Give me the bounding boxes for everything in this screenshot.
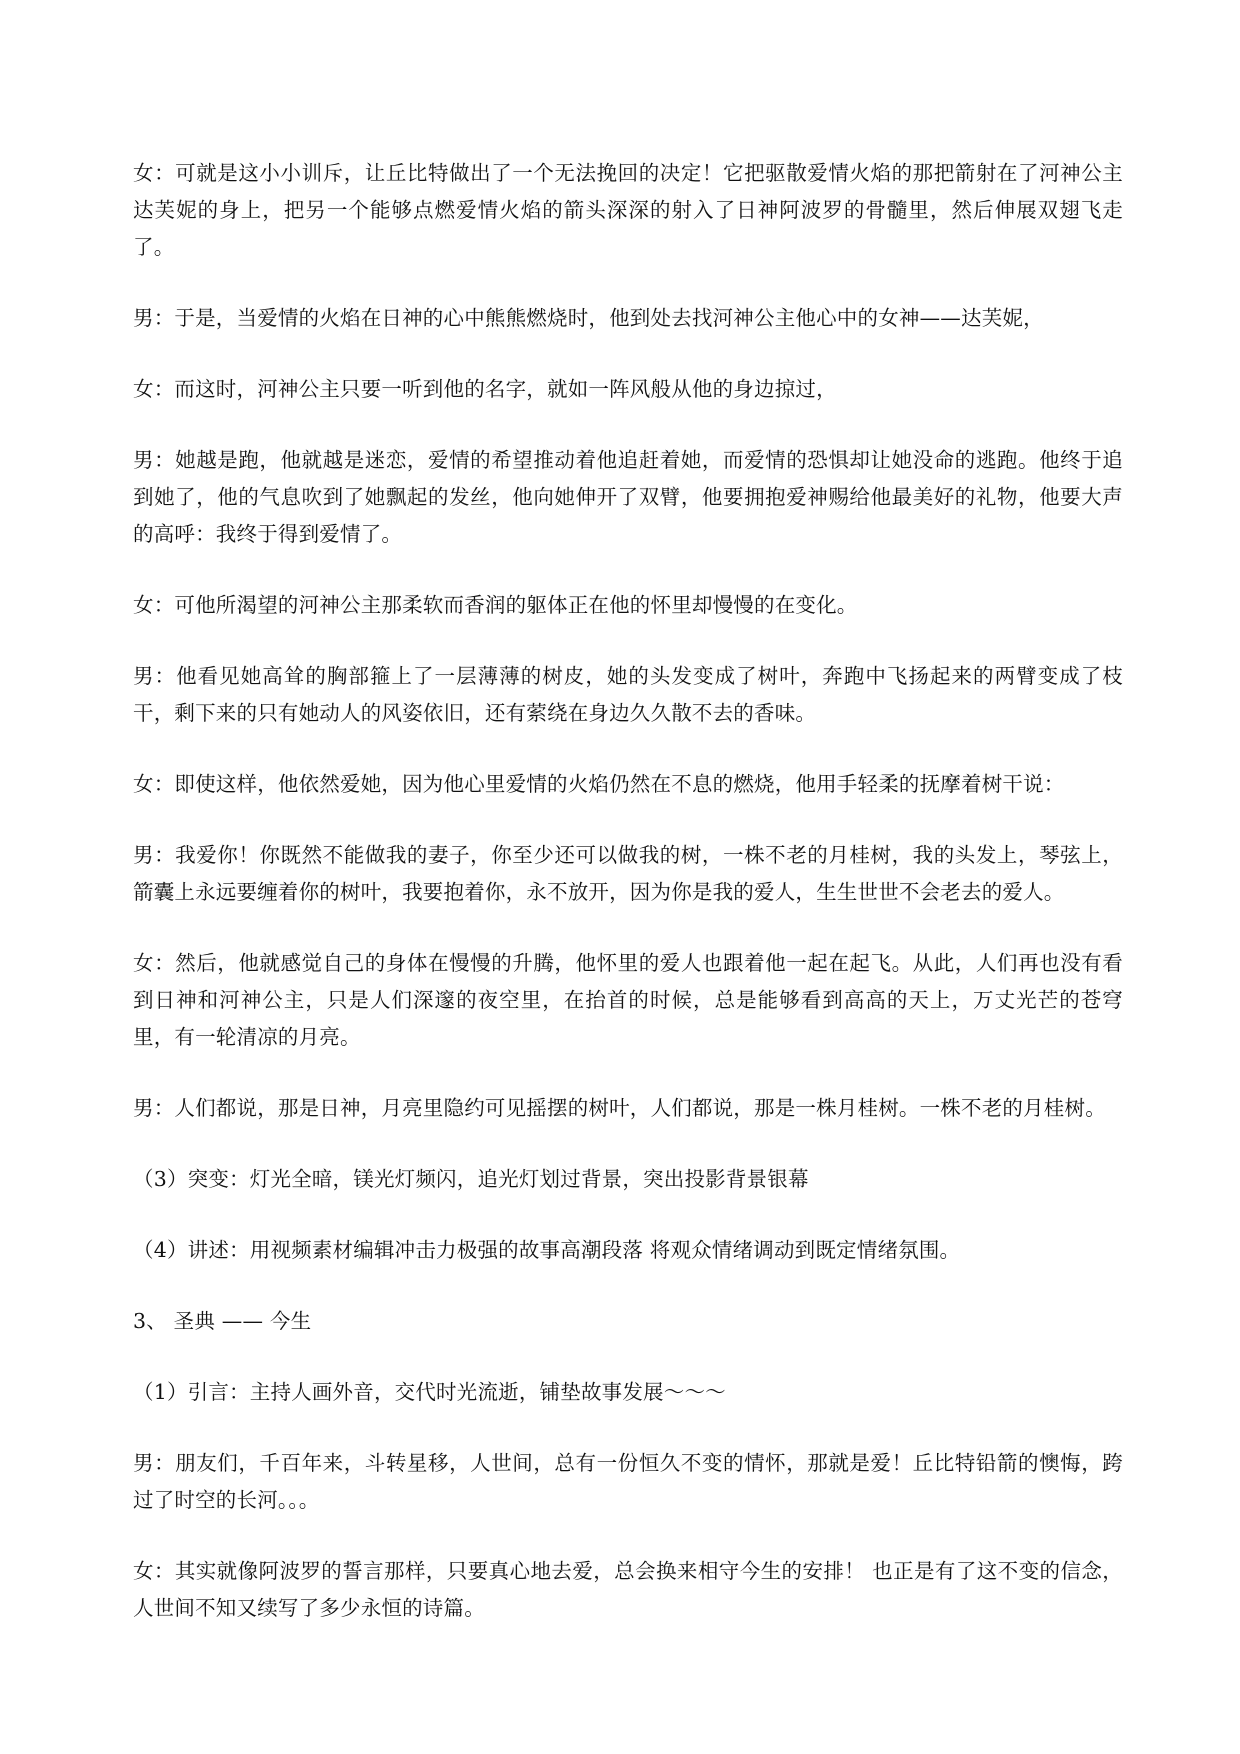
section-heading: 3、 圣典 —— 今生: [133, 1309, 312, 1333]
paragraph-male-friends: 男：朋友们，千百年来，斗转星移，人世间，总有一份恒久不变的情怀，那就是爱！丘比特铅箭的懊悔，跨过了时空的长河。。。: [133, 1451, 1123, 1512]
paragraph-male-laurel: 男：人们都说，那是日神，月亮里隐约可见摇摆的树叶，人们都说，那是一株月桂树。一株不老的月桂树。: [133, 1096, 1106, 1120]
stage-direction-1: （1）引言：主持人画外音，交代时光流逝，铺垫故事发展～～～: [133, 1380, 726, 1404]
paragraph-male-vow: 男：我爱你！你既然不能做我的妻子，你至少还可以做我的树，一株不老的月桂树，我的头发上，琴弦上，箭囊上永远要缠着你的树叶，我要抱着你，永不放开，因为你是我的爱人，生生世世不会老去的爱人。: [133, 843, 1123, 904]
paragraph-male-chase: 男：她越是跑，他就越是迷恋，爱情的希望推动着他追赶着她，而爱情的恐惧却让她没命的逃跑。他终于追到她了，他的气息吹到了她飘起的发丝，他向她伸开了双臂，他要拥抱爱神赐给他最美好的礼物，他要大声的高呼：我终于得到爱情了。: [133, 448, 1123, 546]
paragraph-female-change: 女：可他所渴望的河神公主那柔软而香润的躯体正在他的怀里却慢慢的在变化。: [133, 593, 858, 617]
paragraph-female-flee: 女：而这时，河神公主只要一听到他的名字，就如一阵风般从他的身边掠过，: [133, 377, 837, 401]
paragraph-female-moon: 女：然后，他就感觉自己的身体在慢慢的升腾，他怀里的爱人也跟着他一起在起飞。从此，人们再也没有看到日神和河神公主，只是人们深邃的夜空里，在抬首的时候，总是能够看到高高的天上，万丈光芒的苍穹里，有一轮清凉的月亮。: [133, 951, 1123, 1049]
paragraph-female-apollo-vow: 女：其实就像阿波罗的誓言那样，只要真心地去爱，总会换来相守今生的安排！ 也正是有了这不变的信念，人世间不知又续写了多少永恒的诗篇。: [133, 1559, 1123, 1620]
stage-direction-4: （4）讲述：用视频素材编辑冲击力极强的故事高潮段落 将观众情绪调动到既定情绪氛围。: [133, 1238, 961, 1262]
paragraph-female-arrow: 女：可就是这小小训斥，让丘比特做出了一个无法挽回的决定！它把驱散爱情火焰的那把箭射在了河神公主达芙妮的身上，把另一个能够点燃爱情火焰的箭头深深的射入了日神阿波罗的骨髓里，然后伸展双翅飞走了。: [133, 161, 1123, 259]
paragraph-male-tree: 男：他看见她高耸的胸部箍上了一层薄薄的树皮，她的头发变成了树叶，奔跑中飞扬起来的两臂变成了枝干，剩下来的只有她动人的风姿依旧，还有萦绕在身边久久散不去的香味。: [133, 664, 1123, 725]
stage-direction-3: （3）突变：灯光全暗，镁光灯频闪，追光灯划过背景，突出投影背景银幕: [133, 1167, 809, 1191]
paragraph-male-search: 男：于是，当爱情的火焰在日神的心中熊熊燃烧时，他到处去找河神公主他心中的女神——达芙妮，: [133, 306, 1044, 330]
paragraph-female-still-love: 女：即使这样，他依然爱她，因为他心里爱情的火焰仍然在不息的燃烧，他用手轻柔的抚摩着树干说：: [133, 772, 1065, 796]
document-page: [133, 155, 1123, 1661]
